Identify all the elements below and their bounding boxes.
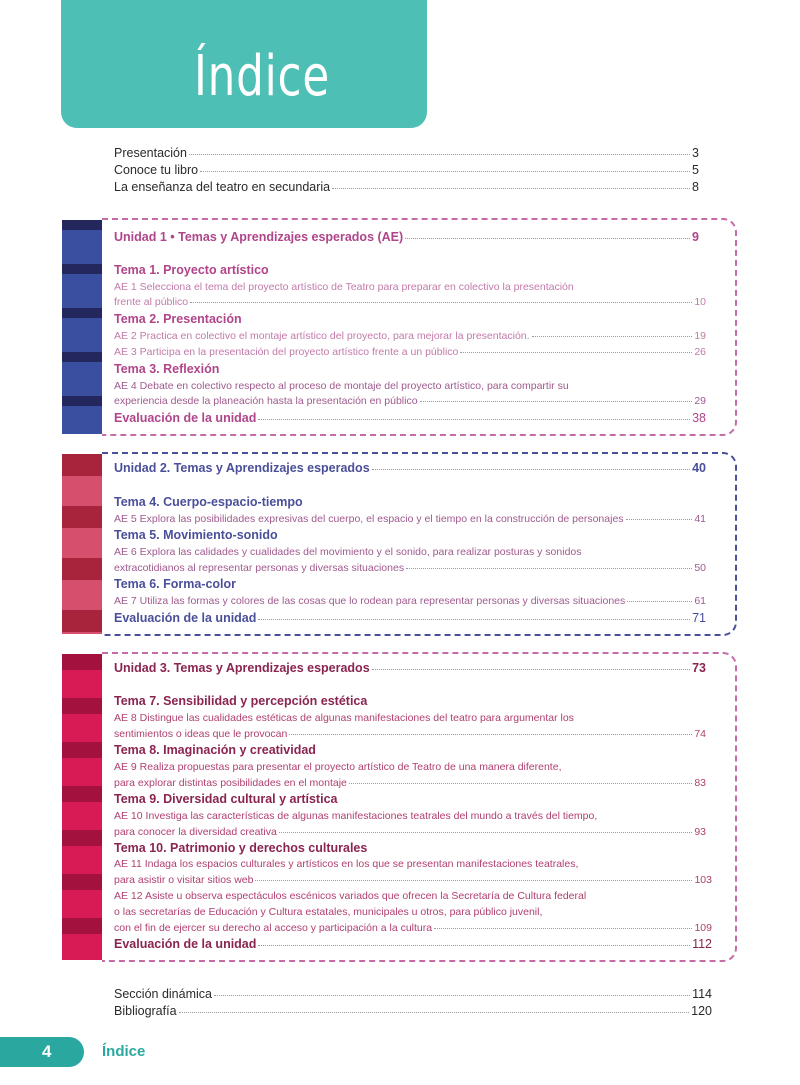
ae-9-line-1: AE 9 Realiza propuestas para presentar el proyecto artístico de Teatro de una manera diferente, — [114, 761, 562, 773]
ae-11-line-1: AE 11 Indaga los espacios culturales y artísticos en los que se presentan manifestaciones teatrales, — [114, 858, 579, 870]
unit1-heading[interactable]: Unidad 1 • Temas y Aprendizajes esperados (AE) 9 — [114, 230, 699, 244]
unit1-stripe — [62, 220, 102, 434]
tema-1-title[interactable]: Tema 1. Proyecto artístico — [114, 263, 269, 277]
ae-12-line-2: o las secretarías de Educación y Cultura estatales, municipales u otros, para público juvenil, — [114, 906, 543, 918]
ae-10-entry[interactable]: para conocer la diversidad creativa 93 — [114, 826, 706, 838]
toc-entry-bibliografia[interactable]: Bibliografía 120 — [114, 1004, 712, 1018]
ae-12-entry[interactable]: con el fin de ejercer su derecho al acceso y participación a la cultura 109 — [114, 922, 712, 934]
ae-12-line-1: AE 12 Asiste u observa espectáculos escénicos variados que ofrecen la Secretaría de Cultura federal — [114, 890, 587, 902]
unit1-evaluacion[interactable]: Evaluación de la unidad 38 — [114, 411, 706, 425]
ae-11-entry[interactable]: para asistir o visitar sitios web 103 — [114, 874, 712, 886]
page-title: Índice — [194, 44, 331, 109]
ae-3-entry[interactable]: AE 3 Participa en la presentación del proyecto artístico frente a un público 26 — [114, 346, 706, 358]
tema-10-title[interactable]: Tema 10. Patrimonio y derechos culturales — [114, 841, 368, 855]
ae-4-entry[interactable]: experiencia desde la planeación hasta la presentación en público 29 — [114, 395, 706, 407]
unit3-stripe — [62, 654, 102, 960]
title-banner — [61, 0, 427, 128]
ae-8-entry[interactable]: sentimientos o ideas que le provocan 74 — [114, 728, 706, 740]
tema-3-title[interactable]: Tema 3. Reflexión — [114, 362, 220, 376]
footer-section-label: Índice — [102, 1043, 146, 1060]
tema-7-title[interactable]: Tema 7. Sensibilidad y percepción estética — [114, 694, 368, 708]
toc-entry-ensenanza[interactable]: La enseñanza del teatro en secundaria 8 — [114, 180, 699, 194]
unit2-frame — [102, 452, 737, 636]
page-number-tab — [0, 1037, 84, 1067]
unit2-evaluacion[interactable]: Evaluación de la unidad 71 — [114, 611, 706, 625]
ae-1-line-1: AE 1 Selecciona el tema del proyecto artístico de Teatro para preparar en colectivo la presentación — [114, 281, 574, 293]
ae-10-line-1: AE 10 Investiga las características de algunas manifestaciones teatrales del mundo a través del tiempo, — [114, 810, 598, 822]
tema-8-title[interactable]: Tema 8. Imaginación y creatividad — [114, 743, 316, 757]
ae-8-line-1: AE 8 Distingue las cualidades estéticas de algunas manifestaciones del teatro para argumentar los — [114, 712, 574, 724]
tema-6-title[interactable]: Tema 6. Forma-color — [114, 577, 237, 591]
ae-6-line-1: AE 6 Explora las calidades y cualidades del movimiento y el sonido, para realizar posturas y sonidos — [114, 546, 582, 558]
unit2-stripe — [62, 454, 102, 634]
unit2-heading[interactable]: Unidad 2. Temas y Aprendizajes esperados 40 — [114, 461, 706, 475]
toc-entry-presentacion[interactable]: Presentación 3 — [114, 146, 699, 160]
ae-6-entry[interactable]: extracotidianos al representar personas y diversas situaciones 50 — [114, 562, 706, 574]
page-number: 4 — [42, 1042, 52, 1061]
tema-5-title[interactable]: Tema 5. Movimiento-sonido — [114, 528, 278, 542]
tema-2-title[interactable]: Tema 2. Presentación — [114, 312, 242, 326]
tema-4-title[interactable]: Tema 4. Cuerpo-espacio-tiempo — [114, 495, 303, 509]
ae-2-entry[interactable]: AE 2 Practica en colectivo el montaje artístico del proyecto, para mejorar la presentación. 19 — [114, 330, 706, 342]
ae-7-entry[interactable]: AE 7 Utiliza las formas y colores de las cosas que lo rodean para representar personas y diversas situaciones 61 — [114, 595, 706, 607]
ae-4-line-1: AE 4 Debate en colectivo respecto al proceso de montaje del proyecto artístico, para compartir su — [114, 380, 569, 392]
unit3-heading[interactable]: Unidad 3. Temas y Aprendizajes esperados 73 — [114, 661, 706, 675]
toc-entry-conoce[interactable]: Conoce tu libro 5 — [114, 163, 699, 177]
tema-9-title[interactable]: Tema 9. Diversidad cultural y artística — [114, 792, 338, 806]
toc-entry-seccion-dinamica[interactable]: Sección dinámica 114 — [114, 987, 712, 1001]
ae-5-entry[interactable]: AE 5 Explora las posibilidades expresivas del cuerpo, el espacio y el tiempo en la construcción de personajes 41 — [114, 513, 706, 525]
ae-1-entry[interactable]: frente al público 10 — [114, 296, 706, 308]
unit3-evaluacion[interactable]: Evaluación de la unidad 112 — [114, 937, 712, 951]
ae-9-entry[interactable]: para explorar distintas posibilidades en el montaje 83 — [114, 777, 706, 789]
